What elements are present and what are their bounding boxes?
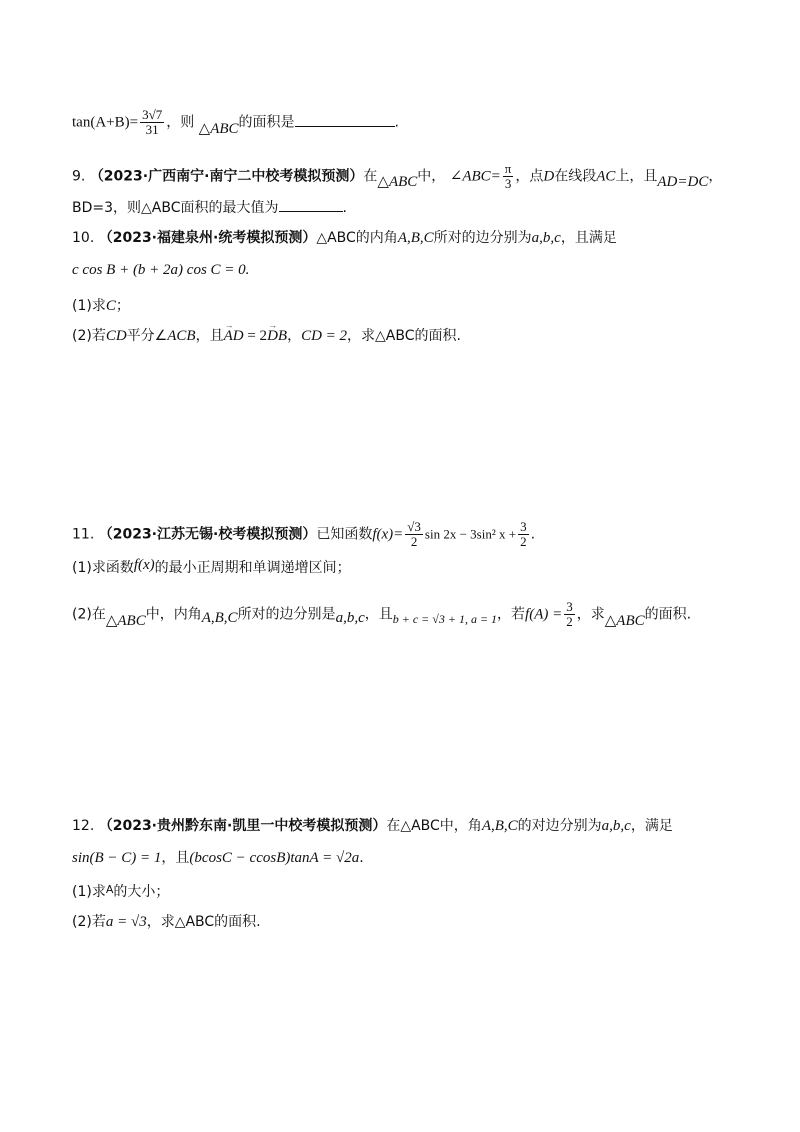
q12-eq1: sin(B − C) = 1 [72,850,162,866]
q9-end: . [342,200,347,216]
q11-part2-a: (2)在 [72,606,106,623]
q10-angles: A,B,C [397,230,434,246]
q10-part1 [72,296,760,316]
q10-sides: a,b,c [531,230,561,246]
q11-part2-f: ，求 [576,606,605,623]
q10-line-1 [72,228,760,248]
q11-part2-b: 中，内角 [145,606,202,623]
q8-tail-text: 的面积是 [238,114,295,131]
q11-frac1-num: √3 [407,519,421,534]
q9-text4: 在线段 [554,168,597,185]
q11-part1-end: 的最小正周期和单调递增区间； [154,560,351,576]
q12-line-2 [72,848,760,868]
q12-part2-b: ，求△ABC的面积. [146,914,261,930]
q8-frac-num: 3√7 [142,107,163,122]
q11-part2-sides: a,b,c [335,609,365,626]
q10-number: 10. [72,230,95,246]
q8-triangle: △ABC [198,120,239,137]
q9-number: 9. [72,168,86,185]
q10-part2-acb: ACB [167,328,196,344]
q11-frac1-den: 2 [410,534,418,549]
q10-part2-c: ，且 [195,328,224,344]
q12-eq2: (bcosC − ccosB)tanA = √2a [189,850,360,866]
q10-text1: △ABC的内角 [316,230,398,246]
q9-angle: ∠ABC= [449,168,501,185]
q11-part2-c: 所对的边分别是 [237,606,336,623]
q11-fx: f(x)= [372,526,404,543]
q11-mid: sin 2x − 3sin² x + [424,526,517,542]
q11-part2-condition: b + c = √3 + 1, a = 1 [392,611,498,626]
q9-frac-den: 3 [504,176,512,191]
q11-frac2-num: 3 [520,519,527,534]
q9-condition: AD=DC [657,173,709,190]
q12-part2-eq: a = √3 [105,914,147,930]
q11-part2-e: ，若 [497,606,526,623]
q10-part2-cd: CD [105,328,127,344]
q8-expr: tan(A+B)= [72,114,139,131]
q12-text2: 的对边分别为 [517,818,602,834]
q11-fraction-1 [405,520,423,549]
q12-part1-b: 的大小； [113,884,170,900]
q11-fraction-2 [518,520,529,549]
q10-part2-cd-value: CD = 2 [301,328,348,344]
q10-part2-b: 平分∠ [126,328,168,344]
q10-equation: c cos B + (b + 2a) cos C = 0. [72,262,250,278]
q10-source: （2023·福建泉州·统考模拟预测） [98,230,317,246]
q10-part2-e: ，求△ABC的面积. [347,328,461,344]
q10-vector-db: → DB [267,326,287,346]
q10-vector-ad: → AD [224,326,244,346]
q9-segment-ac: AC [596,168,616,185]
q11-text1: 已知函数 [316,526,373,543]
q8-fraction [140,108,164,137]
q10-part1-end: ； [115,298,130,314]
q11-part2-fa: f(A) = [525,606,563,623]
q11-part2-fraction [564,600,575,629]
q11-end: . [530,526,536,543]
q11-part2-angles: A,B,C [201,609,238,626]
q10-part1-var: C [105,298,116,314]
q9-frac-num: π [504,161,512,176]
q10-part2-eq: = 2 [243,328,268,344]
q11-part2-g: 的面积. [644,606,692,623]
q11-part2-triangle-2: △ABC [604,612,645,629]
q12-text3: ，满足 [630,818,673,834]
q12-line-1 [72,816,760,836]
q11-part2-d: ，且 [364,606,393,623]
q9-text1: 在 [363,168,378,185]
q10-part2 [72,326,760,346]
q10-text2: 所对的边分别为 [433,230,532,246]
q8-text: ，则 [166,114,195,131]
q9-question: BD=3，则△ABC面积的最大值为 [72,200,279,216]
q12-part1-var: A [105,883,114,896]
q12-sides: a,b,c [601,818,631,834]
q12-part2-a: (2)若 [72,914,106,930]
q11-part2-triangle: △ABC [105,612,146,629]
q10-text3: ，且满足 [560,230,617,246]
q12-text4: ，且 [161,850,190,866]
q10-part1-text: (1)求 [72,298,106,314]
q10-part2-d: ， [287,328,302,344]
q10-line-2 [72,260,760,280]
q11-part2 [72,600,760,629]
q9-text5: 上，且 [615,168,658,185]
q9-line-2 [72,198,760,218]
q9-point-d: D [543,168,555,185]
q12-part1-a: (1)求 [72,884,106,900]
q9-fraction [503,162,514,191]
q12-angles: A,B,C [481,818,518,834]
q9-source: （2023·广西南宁·南宁二中校考模拟预测） [89,168,364,185]
q11-part1 [72,558,760,578]
q10-part2-a: (2)若 [72,328,106,344]
q8-frac-den: 31 [145,122,159,137]
q9-answer-blank[interactable] [279,199,343,212]
q11-source: （2023·江苏无锡·校考模拟预测） [98,526,317,543]
q12-part1 [72,882,760,903]
q9-text3: ，点 [515,168,544,185]
q11-line-1 [72,520,760,549]
q12-source: （2023·贵州黔东南·凯里一中校考模拟预测） [98,818,387,834]
q8-end: . [394,114,399,131]
q11-part2-frac-den: 2 [566,614,573,629]
q9-text2: 中， [417,168,446,185]
q9-comma: ， [708,168,723,185]
q12-part2 [72,912,760,932]
q11-part1-text: (1)求函数 [72,560,134,576]
q11-frac2-den: 2 [520,534,527,549]
q12-end: . [359,850,364,866]
q8-answer-blank[interactable] [295,114,395,127]
q9-triangle: △ABC [377,173,418,190]
q11-part2-frac-num: 3 [566,599,573,614]
q11-number: 11. [72,526,95,543]
q9-line-1 [72,162,760,191]
q8-tail-line [72,108,760,137]
q11-part1-fx: f(x) [133,557,155,573]
q12-text1: 在△ABC中，角 [386,818,482,834]
q12-number: 12. [72,818,95,834]
